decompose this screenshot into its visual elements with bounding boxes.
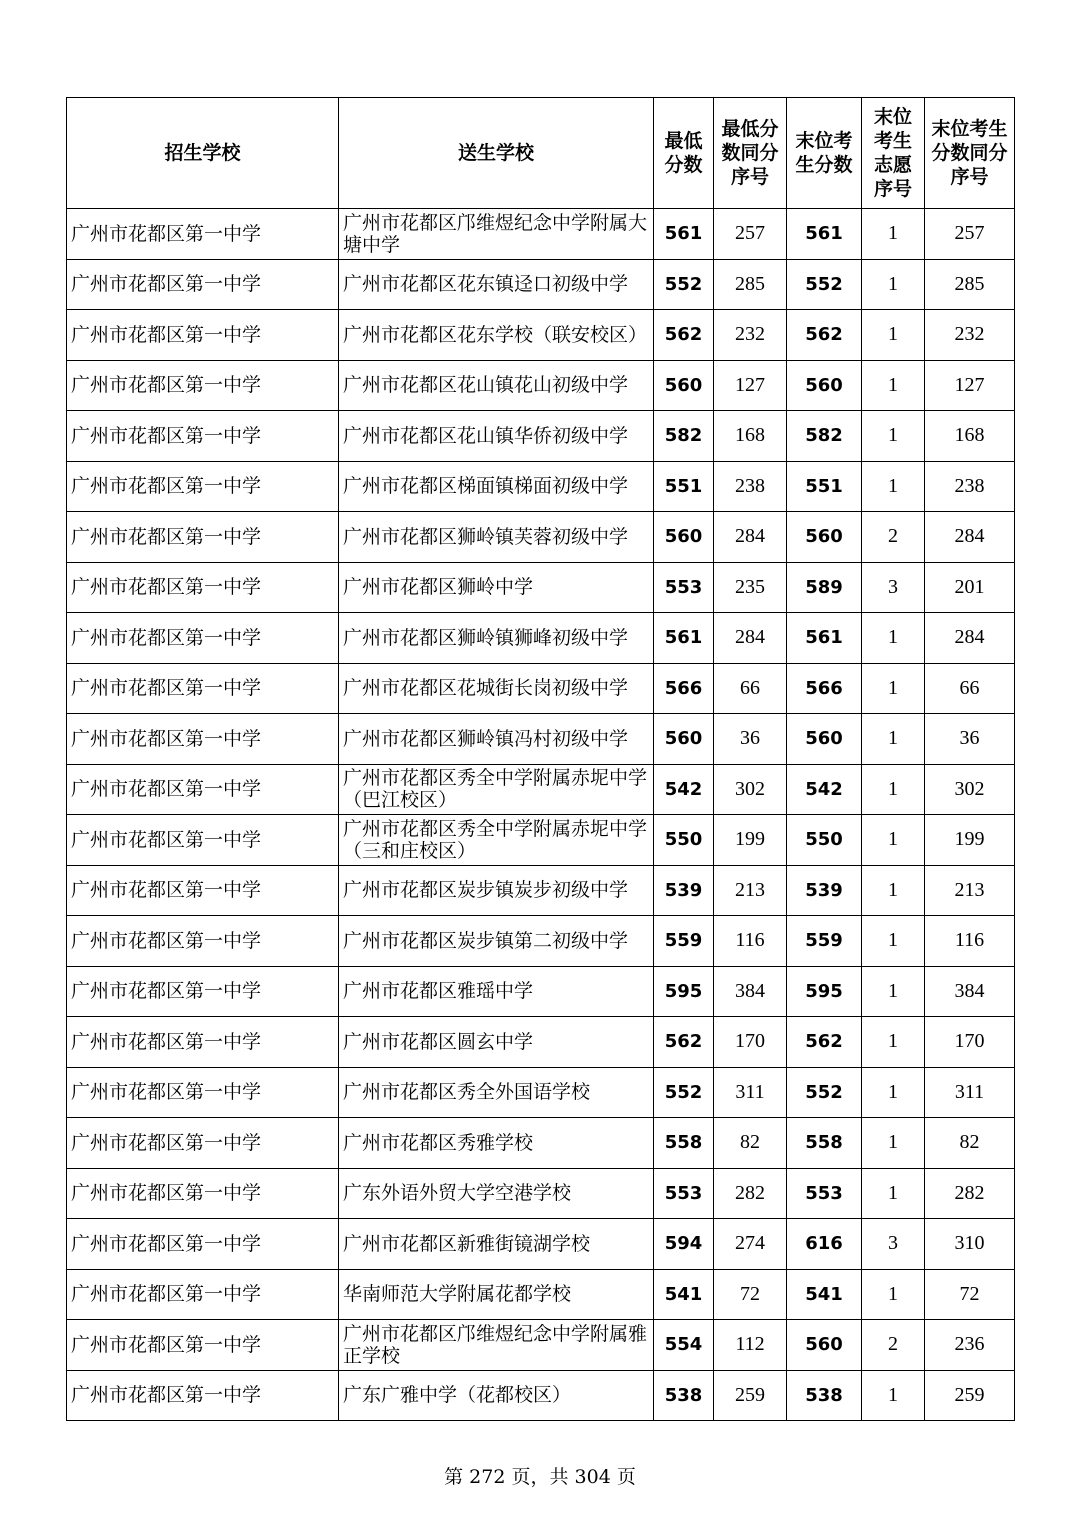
- sending-school-cell: 广州市花都区秀雅学校: [339, 1118, 654, 1169]
- table-row: [67, 1168, 1015, 1219]
- last-score-rank-cell: 168: [925, 411, 1015, 462]
- table-row: [67, 259, 1015, 310]
- min-score-cell: 553: [654, 1168, 714, 1219]
- sending-school-cell: 华南师范大学附属花都学校: [339, 1269, 654, 1320]
- admitting-school-cell: 广州市花都区第一中学: [67, 1067, 339, 1118]
- last-score-cell: 541: [787, 1269, 862, 1320]
- admitting-school-cell: 广州市花都区第一中学: [67, 1320, 339, 1371]
- table-row: [67, 865, 1015, 916]
- min-score-rank-cell: 170: [714, 1017, 787, 1068]
- last-score-cell: 552: [787, 1067, 862, 1118]
- min-score-rank-cell: 284: [714, 512, 787, 563]
- min-score-cell: 541: [654, 1269, 714, 1320]
- header-last-score-rank: 末位考生 分数同分 序号: [925, 98, 1015, 209]
- admitting-school-cell: 广州市花都区第一中学: [67, 360, 339, 411]
- admitting-school-cell: 广州市花都区第一中学: [67, 209, 339, 260]
- last-score-rank-cell: 282: [925, 1168, 1015, 1219]
- page-footer: 第 272 页，共 304 页: [444, 1466, 636, 1488]
- min-score-cell: 539: [654, 865, 714, 916]
- table-row: [67, 1269, 1015, 1320]
- header-row: [67, 98, 1015, 209]
- min-score-cell: 582: [654, 411, 714, 462]
- header-min-score: 最低 分数: [654, 98, 714, 209]
- admitting-school-cell: 广州市花都区第一中学: [67, 562, 339, 613]
- min-score-cell: 594: [654, 1219, 714, 1270]
- min-score-cell: 560: [654, 360, 714, 411]
- last-score-cell: 539: [787, 865, 862, 916]
- last-choice-rank-cell: 1: [862, 966, 925, 1017]
- last-score-rank-cell: 127: [925, 360, 1015, 411]
- last-score-rank-cell: 302: [925, 764, 1015, 815]
- last-score-rank-cell: 284: [925, 613, 1015, 664]
- min-score-rank-cell: 285: [714, 259, 787, 310]
- header-admitting-school: 招生学校: [67, 98, 339, 209]
- last-choice-rank-cell: 1: [862, 1269, 925, 1320]
- header-last-choice-rank: 末位 考生 志愿 序号: [862, 98, 925, 209]
- header-min-score-rank: 最低分 数同分 序号: [714, 98, 787, 209]
- admitting-school-cell: 广州市花都区第一中学: [67, 1168, 339, 1219]
- min-score-rank-cell: 302: [714, 764, 787, 815]
- table-row: [67, 1017, 1015, 1068]
- sending-school-cell: 广州市花都区雅瑶中学: [339, 966, 654, 1017]
- min-score-cell: 562: [654, 1017, 714, 1068]
- min-score-rank-cell: 66: [714, 663, 787, 714]
- sending-school-cell: 广州市花都区狮岭中学: [339, 562, 654, 613]
- sending-school-cell: 广州市花都区狮岭镇狮峰初级中学: [339, 613, 654, 664]
- last-score-rank-cell: 236: [925, 1320, 1015, 1371]
- admitting-school-cell: 广州市花都区第一中学: [67, 764, 339, 815]
- last-score-rank-cell: 201: [925, 562, 1015, 613]
- min-score-rank-cell: 311: [714, 1067, 787, 1118]
- admitting-school-cell: 广州市花都区第一中学: [67, 411, 339, 462]
- sending-school-cell: 广州市花都区花东学校（联安校区）: [339, 310, 654, 361]
- table-row: [67, 1219, 1015, 1270]
- last-score-rank-cell: 116: [925, 916, 1015, 967]
- last-score-cell: 560: [787, 360, 862, 411]
- min-score-cell: 551: [654, 461, 714, 512]
- last-score-rank-cell: 259: [925, 1370, 1015, 1421]
- last-score-cell: 589: [787, 562, 862, 613]
- min-score-rank-cell: 36: [714, 714, 787, 765]
- sending-school-cell: 广州市花都区花山镇华侨初级中学: [339, 411, 654, 462]
- sending-school-cell: 广州市花都区花城街长岗初级中学: [339, 663, 654, 714]
- admitting-school-cell: 广州市花都区第一中学: [67, 1017, 339, 1068]
- admitting-school-cell: 广州市花都区第一中学: [67, 259, 339, 310]
- sending-school-cell: 广州市花都区秀全中学附属赤坭中学（巴江校区）: [339, 764, 654, 815]
- min-score-rank-cell: 257: [714, 209, 787, 260]
- header-sending-school: 送生学校: [339, 98, 654, 209]
- last-choice-rank-cell: 1: [862, 815, 925, 866]
- last-score-cell: 566: [787, 663, 862, 714]
- admitting-school-cell: 广州市花都区第一中学: [67, 865, 339, 916]
- min-score-rank-cell: 259: [714, 1370, 787, 1421]
- table-row: [67, 1320, 1015, 1371]
- admitting-school-cell: 广州市花都区第一中学: [67, 1219, 339, 1270]
- table-row: [67, 310, 1015, 361]
- min-score-rank-cell: 72: [714, 1269, 787, 1320]
- admitting-school-cell: 广州市花都区第一中学: [67, 714, 339, 765]
- admission-table: [66, 97, 1015, 1421]
- last-score-rank-cell: 238: [925, 461, 1015, 512]
- last-score-cell: 562: [787, 310, 862, 361]
- last-score-rank-cell: 257: [925, 209, 1015, 260]
- table-row: [67, 1118, 1015, 1169]
- admitting-school-cell: 广州市花都区第一中学: [67, 1269, 339, 1320]
- sending-school-cell: 广东广雅中学（花都校区）: [339, 1370, 654, 1421]
- last-score-rank-cell: 310: [925, 1219, 1015, 1270]
- last-choice-rank-cell: 1: [862, 1118, 925, 1169]
- last-score-cell: 558: [787, 1118, 862, 1169]
- min-score-cell: 552: [654, 259, 714, 310]
- last-choice-rank-cell: 1: [862, 1370, 925, 1421]
- admitting-school-cell: 广州市花都区第一中学: [67, 512, 339, 563]
- min-score-rank-cell: 238: [714, 461, 787, 512]
- sending-school-cell: 广东外语外贸大学空港学校: [339, 1168, 654, 1219]
- last-score-cell: 553: [787, 1168, 862, 1219]
- admitting-school-cell: 广州市花都区第一中学: [67, 613, 339, 664]
- min-score-cell: 550: [654, 815, 714, 866]
- min-score-cell: 542: [654, 764, 714, 815]
- sending-school-cell: 广州市花都区炭步镇第二初级中学: [339, 916, 654, 967]
- last-choice-rank-cell: 1: [862, 714, 925, 765]
- last-choice-rank-cell: 1: [862, 1168, 925, 1219]
- last-score-cell: 559: [787, 916, 862, 967]
- header-last-score: 末位考 生分数: [787, 98, 862, 209]
- min-score-cell: 559: [654, 916, 714, 967]
- min-score-rank-cell: 235: [714, 562, 787, 613]
- last-score-cell: 552: [787, 259, 862, 310]
- last-score-cell: 542: [787, 764, 862, 815]
- last-score-rank-cell: 82: [925, 1118, 1015, 1169]
- last-choice-rank-cell: 3: [862, 562, 925, 613]
- last-choice-rank-cell: 1: [862, 411, 925, 462]
- min-score-rank-cell: 127: [714, 360, 787, 411]
- last-score-rank-cell: 170: [925, 1017, 1015, 1068]
- last-choice-rank-cell: 2: [862, 1320, 925, 1371]
- admitting-school-cell: 广州市花都区第一中学: [67, 966, 339, 1017]
- sending-school-cell: 广州市花都区邝维煜纪念中学附属大塘中学: [339, 209, 654, 260]
- last-score-cell: 560: [787, 714, 862, 765]
- last-score-cell: 551: [787, 461, 862, 512]
- min-score-cell: 562: [654, 310, 714, 361]
- admitting-school-cell: 广州市花都区第一中学: [67, 1118, 339, 1169]
- table-body: [67, 209, 1015, 1421]
- last-score-cell: 595: [787, 966, 862, 1017]
- table-row: [67, 1067, 1015, 1118]
- table-row: [67, 562, 1015, 613]
- last-score-rank-cell: 232: [925, 310, 1015, 361]
- last-score-rank-cell: 311: [925, 1067, 1015, 1118]
- min-score-cell: 558: [654, 1118, 714, 1169]
- last-score-cell: 562: [787, 1017, 862, 1068]
- min-score-rank-cell: 112: [714, 1320, 787, 1371]
- last-score-cell: 561: [787, 613, 862, 664]
- min-score-rank-cell: 116: [714, 916, 787, 967]
- table-row: [67, 663, 1015, 714]
- min-score-cell: 554: [654, 1320, 714, 1371]
- min-score-cell: 595: [654, 966, 714, 1017]
- admitting-school-cell: 广州市花都区第一中学: [67, 461, 339, 512]
- last-score-rank-cell: 36: [925, 714, 1015, 765]
- table-row: [67, 360, 1015, 411]
- admitting-school-cell: 广州市花都区第一中学: [67, 916, 339, 967]
- last-choice-rank-cell: 1: [862, 1067, 925, 1118]
- last-score-cell: 560: [787, 1320, 862, 1371]
- min-score-rank-cell: 274: [714, 1219, 787, 1270]
- last-choice-rank-cell: 1: [862, 259, 925, 310]
- sending-school-cell: 广州市花都区秀全外国语学校: [339, 1067, 654, 1118]
- table-row: [67, 1370, 1015, 1421]
- last-score-cell: 561: [787, 209, 862, 260]
- last-score-rank-cell: 66: [925, 663, 1015, 714]
- table-row: [67, 714, 1015, 765]
- last-score-rank-cell: 213: [925, 865, 1015, 916]
- last-choice-rank-cell: 1: [862, 360, 925, 411]
- min-score-rank-cell: 199: [714, 815, 787, 866]
- last-choice-rank-cell: 1: [862, 865, 925, 916]
- table-row: [67, 461, 1015, 512]
- min-score-rank-cell: 213: [714, 865, 787, 916]
- last-score-cell: 550: [787, 815, 862, 866]
- min-score-cell: 560: [654, 714, 714, 765]
- last-score-cell: 560: [787, 512, 862, 563]
- last-choice-rank-cell: 3: [862, 1219, 925, 1270]
- table-row: [67, 916, 1015, 967]
- min-score-cell: 538: [654, 1370, 714, 1421]
- sending-school-cell: 广州市花都区狮岭镇冯村初级中学: [339, 714, 654, 765]
- table-row: [67, 512, 1015, 563]
- last-choice-rank-cell: 1: [862, 209, 925, 260]
- min-score-rank-cell: 168: [714, 411, 787, 462]
- table-row: [67, 966, 1015, 1017]
- last-choice-rank-cell: 1: [862, 663, 925, 714]
- last-score-rank-cell: 72: [925, 1269, 1015, 1320]
- sending-school-cell: 广州市花都区炭步镇炭步初级中学: [339, 865, 654, 916]
- admitting-school-cell: 广州市花都区第一中学: [67, 663, 339, 714]
- last-choice-rank-cell: 1: [862, 613, 925, 664]
- sending-school-cell: 广州市花都区秀全中学附属赤坭中学（三和庄校区）: [339, 815, 654, 866]
- table-row: [67, 613, 1015, 664]
- last-choice-rank-cell: 1: [862, 916, 925, 967]
- last-score-rank-cell: 384: [925, 966, 1015, 1017]
- last-choice-rank-cell: 1: [862, 1017, 925, 1068]
- last-choice-rank-cell: 1: [862, 461, 925, 512]
- last-score-rank-cell: 199: [925, 815, 1015, 866]
- sending-school-cell: 广州市花都区新雅街镜湖学校: [339, 1219, 654, 1270]
- sending-school-cell: 广州市花都区花东镇迳口初级中学: [339, 259, 654, 310]
- min-score-cell: 561: [654, 613, 714, 664]
- table-row: [67, 411, 1015, 462]
- admitting-school-cell: 广州市花都区第一中学: [67, 310, 339, 361]
- min-score-rank-cell: 82: [714, 1118, 787, 1169]
- min-score-cell: 561: [654, 209, 714, 260]
- admitting-school-cell: 广州市花都区第一中学: [67, 1370, 339, 1421]
- min-score-rank-cell: 282: [714, 1168, 787, 1219]
- last-score-cell: 582: [787, 411, 862, 462]
- sending-school-cell: 广州市花都区狮岭镇芙蓉初级中学: [339, 512, 654, 563]
- sending-school-cell: 广州市花都区邝维煜纪念中学附属雅正学校: [339, 1320, 654, 1371]
- min-score-cell: 560: [654, 512, 714, 563]
- min-score-cell: 566: [654, 663, 714, 714]
- last-score-cell: 538: [787, 1370, 862, 1421]
- min-score-rank-cell: 284: [714, 613, 787, 664]
- table-row: [67, 764, 1015, 815]
- sending-school-cell: 广州市花都区圆玄中学: [339, 1017, 654, 1068]
- last-choice-rank-cell: 1: [862, 310, 925, 361]
- last-choice-rank-cell: 1: [862, 764, 925, 815]
- admitting-school-cell: 广州市花都区第一中学: [67, 815, 339, 866]
- sending-school-cell: 广州市花都区梯面镇梯面初级中学: [339, 461, 654, 512]
- table-row: [67, 815, 1015, 866]
- min-score-rank-cell: 384: [714, 966, 787, 1017]
- min-score-cell: 552: [654, 1067, 714, 1118]
- min-score-cell: 553: [654, 562, 714, 613]
- last-score-rank-cell: 284: [925, 512, 1015, 563]
- sending-school-cell: 广州市花都区花山镇花山初级中学: [339, 360, 654, 411]
- last-score-cell: 616: [787, 1219, 862, 1270]
- last-choice-rank-cell: 2: [862, 512, 925, 563]
- last-score-rank-cell: 285: [925, 259, 1015, 310]
- min-score-rank-cell: 232: [714, 310, 787, 361]
- table-row: [67, 209, 1015, 260]
